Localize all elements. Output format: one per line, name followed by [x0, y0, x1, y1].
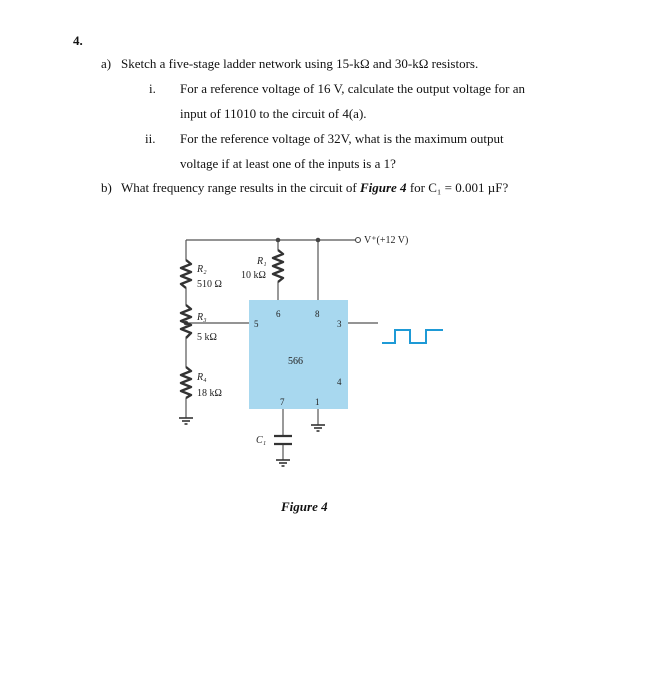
item-i-line1: For a reference voltage of 16 V, calculate the output voltage for an [180, 81, 525, 96]
pin-7-label: 7 [280, 397, 285, 407]
r3-value: 5 kΩ [197, 332, 217, 343]
item-i-number: i. [149, 81, 156, 96]
pin-4-label: 4 [337, 377, 342, 387]
capacitor-label: C₁ [256, 435, 267, 446]
supply-terminal [356, 238, 361, 243]
ic-566-body [249, 300, 348, 409]
pin-1-label: 1 [315, 397, 320, 407]
pin-3-label: 3 [337, 319, 342, 329]
ground-icon-left [179, 418, 193, 424]
part-b-suffix: for C₁ = 0.001 µF? [406, 180, 509, 195]
item-ii-line2: voltage if at least one of the inputs is a 1? [180, 156, 396, 171]
figure-caption: Figure 4 [281, 499, 328, 514]
supply-label: V⁺(+12 V) [364, 235, 409, 246]
part-b-figure-ref: Figure 4 [359, 180, 407, 195]
ground-icon-capacitor [276, 460, 290, 466]
item-ii-line1: For the reference voltage of 32V, what is the maximum output [180, 131, 504, 146]
r4-value: 18 kΩ [197, 388, 222, 399]
resistor-r2 [181, 260, 191, 288]
part-a-label: a) [101, 56, 112, 71]
item-i-line2: input of 11010 to the circuit of 4(a). [180, 106, 367, 121]
ic-label: 566 [288, 356, 303, 367]
ground-icon-pin1 [311, 425, 325, 431]
capacitor-c1 [274, 436, 292, 444]
junction-pin8 [316, 238, 321, 243]
r2-name: R₂ [197, 264, 207, 275]
r1-value: 10 kΩ [241, 270, 266, 281]
part-a-text: Sketch a five-stage ladder network using 15-kΩ and 30-kΩ resistors. [121, 56, 479, 71]
r3-name: R₃ [197, 312, 207, 323]
resistor-r4 [181, 367, 191, 398]
junction-r1 [276, 238, 281, 243]
item-ii-number: ii. [145, 131, 156, 146]
resistor-r1 [273, 250, 283, 282]
question-number: 4. [73, 33, 83, 48]
r2-value: 510 Ω [197, 279, 222, 290]
square-wave-output-icon [382, 330, 443, 343]
pin-6-label: 6 [276, 309, 281, 319]
r1-name: R₁ [257, 256, 267, 267]
pin-8-label: 8 [315, 309, 320, 319]
part-b-label: b) [101, 180, 112, 195]
pin-5-label: 5 [254, 319, 259, 329]
r4-name: R₄ [197, 372, 207, 383]
part-b-prefix: What frequency range results in the circuit of [121, 180, 360, 195]
